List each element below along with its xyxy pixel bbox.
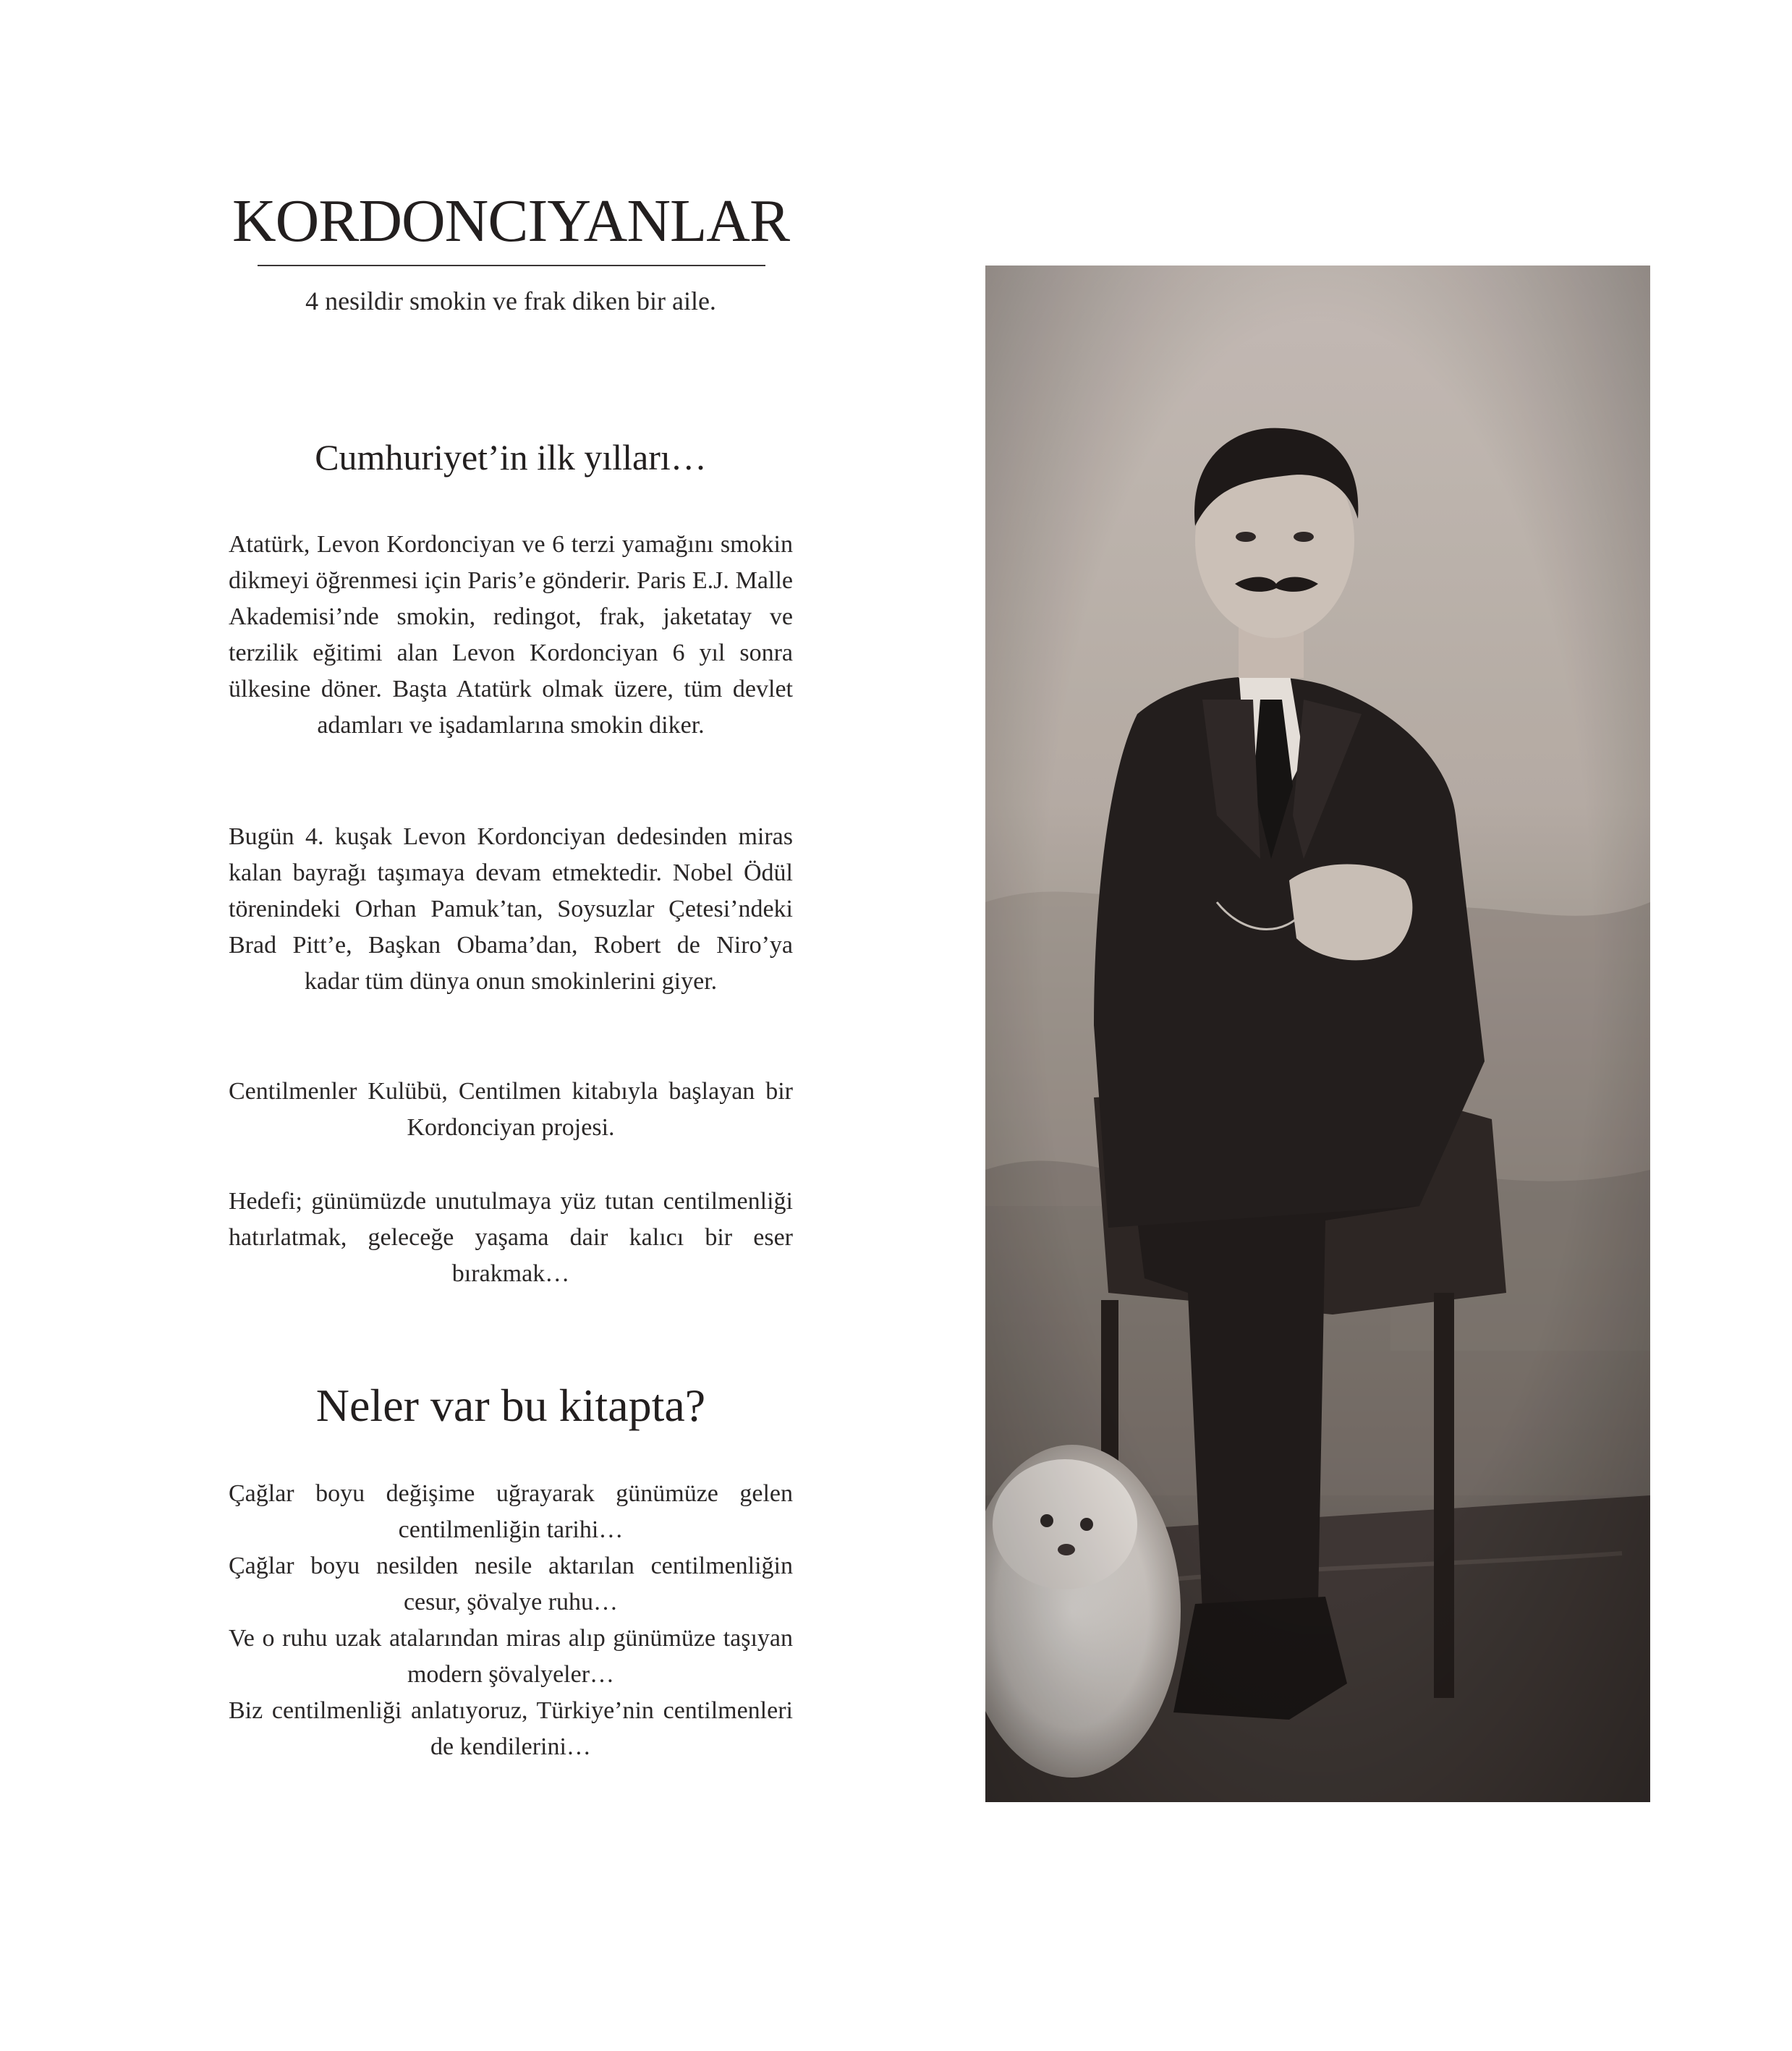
history-paragraph-2: Bugün 4. kuşak Levon Kordonciyan dedesinden miras kalan bayrağı taşımaya devam etmektedir. Nobel Ödül törenindeki Orhan Pamuk’tan, Soysuzlar Çetesi’ndeki Brad Pitt’e, Başkan Obama’dan, Robert de Niro’ya kadar tüm dünya onun smokinlerini giyer.: [229, 823, 793, 995]
book-line: Çağlar boyu değişime uğrayarak günümüze gelen centilmenliğin tarihi…: [229, 1480, 793, 1543]
page-title: KORDONCIYANLAR: [232, 187, 789, 255]
title-underline: [258, 265, 765, 266]
book-line: Ve o ruhu uzak atalarından miras alıp günümüze taşıyan modern şövalyeler…: [229, 1625, 793, 1688]
vintage-portrait-photo: [985, 266, 1650, 1802]
page-subtitle: 4 nesildir smokin ve frak diken bir aile.: [305, 286, 716, 315]
history-paragraph-1: Atatürk, Levon Kordonciyan ve 6 terzi yamağını smokin dikmeyi öğrenmesi için Paris’e gönderir. Paris E.J. Malle Akademisi’nde smokin, redingot, frak, jaketatay ve terzilik eğitimi alan Levon Kordonciyan 6 yıl sonra ülkesine döner. Başta Atatürk olmak üzere, tüm devlet adamları ve işadamlarına smokin diker.: [229, 531, 793, 739]
history-heading: Cumhuriyet’in ilk yılları…: [315, 437, 707, 477]
book-heading: Neler var bu kitapta?: [315, 1380, 706, 1431]
text-column: [229, 0, 793, 2051]
history-paragraph-3: Centilmenler Kulübü, Centilmen kitabıyla başlayan bir Kordonciyan projesi.: [229, 1078, 793, 1141]
portrait-illustration: [985, 266, 1650, 1802]
history-paragraph-4: Hedefi; günümüzde unutulmaya yüz tutan centilmenliği hatırlatmak, geleceğe yaşama dair kalıcı bir eser bırakmak…: [229, 1188, 793, 1287]
book-contents-list: [229, 1476, 793, 1765]
book-line: Biz centilmenliği anlatıyoruz, Türkiye’nin centilmenleri de kendilerini…: [229, 1697, 793, 1760]
book-line: Çağlar boyu nesilden nesile aktarılan centilmenliğin cesur, şövalye ruhu…: [229, 1553, 793, 1615]
